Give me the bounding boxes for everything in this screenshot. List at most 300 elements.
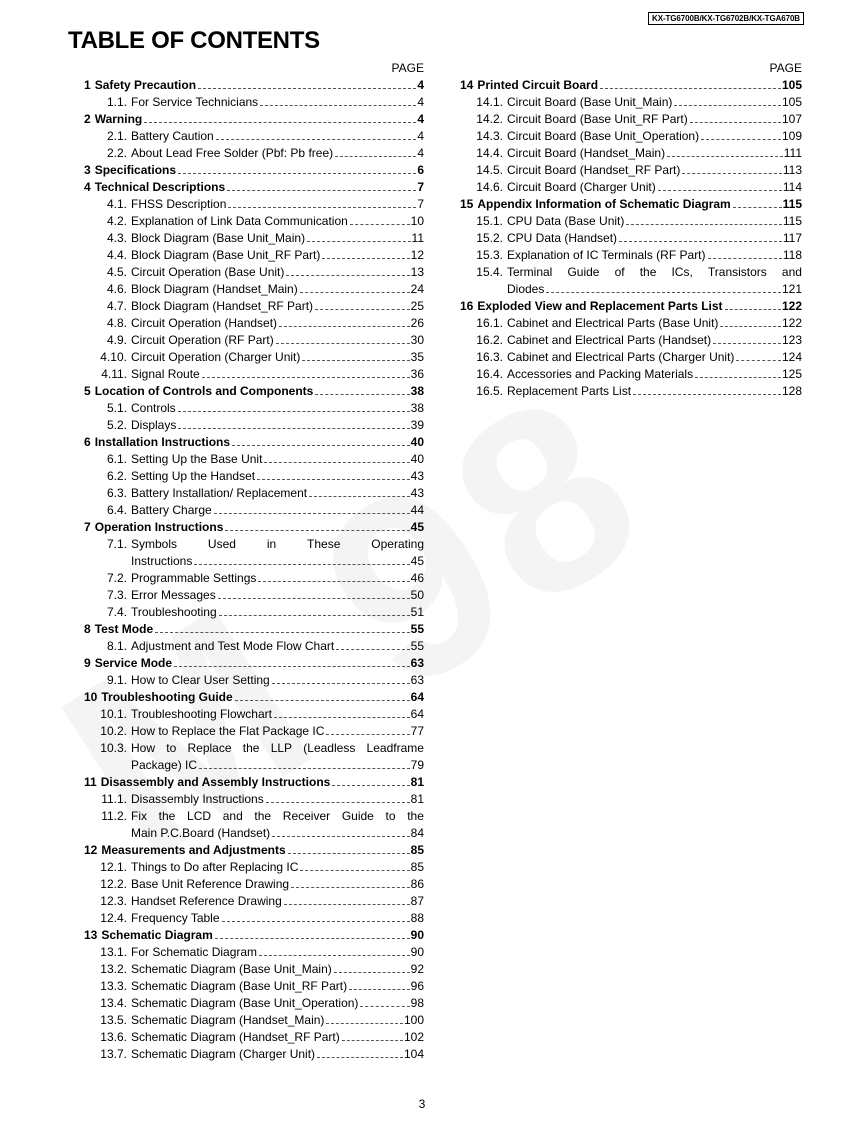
toc-subsection[interactable] [454, 111, 802, 128]
toc-subsection[interactable] [78, 502, 424, 519]
toc-subsection[interactable] [78, 451, 424, 468]
dot-leader [222, 921, 410, 922]
toc-subsection[interactable] [78, 485, 424, 502]
subsection-number: 16.2. [476, 333, 503, 347]
subsection-number: 15.4. [476, 265, 503, 279]
toc-subsection[interactable] [78, 570, 424, 587]
toc-subsection[interactable] [78, 1012, 424, 1029]
subsection-title: Cabinet and Electrical Parts (Charger Unit) [507, 350, 735, 364]
subsection-page: 107 [781, 112, 802, 126]
dot-leader [225, 530, 409, 531]
dot-leader [334, 972, 410, 973]
subsection-title [131, 536, 424, 553]
title-word: Fix [131, 809, 147, 823]
subsection-title: Schematic Diagram (Handset_Main) [131, 1013, 325, 1027]
subsection-page: 109 [781, 129, 802, 143]
subsection-page: 118 [782, 248, 802, 262]
subsection-title: CPU Data (Base Unit) [507, 214, 625, 228]
subsection-page: 25 [410, 299, 424, 313]
subsection-title: Programmable Settings [131, 571, 257, 585]
subsection-number: 14.6. [476, 180, 503, 194]
section-number: 10 [84, 690, 98, 704]
subsection-title: Circuit Operation (Charger Unit) [131, 350, 301, 364]
subsection-page: 43 [410, 486, 424, 500]
subsection-number: 12.2. [100, 877, 127, 891]
dot-leader [307, 241, 410, 242]
toc-subsection[interactable] [454, 145, 802, 162]
section-page: 122 [781, 299, 802, 313]
dot-leader [232, 445, 410, 446]
subsection-number: 7.3. [106, 588, 127, 602]
subsection-page: 105 [781, 95, 802, 109]
toc-subsection[interactable] [78, 808, 424, 825]
dot-leader [667, 156, 783, 157]
toc-subsection[interactable] [454, 264, 802, 281]
subsection-page: 50 [410, 588, 424, 602]
subsection-number: 15.1. [476, 214, 503, 228]
toc-subsection[interactable] [78, 536, 424, 553]
section-page: 4 [417, 78, 424, 92]
dot-leader [682, 173, 781, 174]
subsection-number: 15.3. [476, 248, 503, 262]
toc-subsection[interactable] [454, 349, 802, 366]
toc-subsection-continued[interactable] [78, 553, 424, 570]
subsection-page: 85 [410, 860, 424, 874]
subsection-number: 5.2. [106, 418, 127, 432]
subsection-title: CPU Data (Handset) [507, 231, 618, 245]
subsection-number: 4.5. [106, 265, 127, 279]
toc-subsection-continued[interactable] [454, 281, 802, 298]
subsection-number: 16.1. [476, 316, 503, 330]
toc-section[interactable] [78, 655, 424, 672]
subsection-title-continued: Instructions [131, 554, 193, 568]
subsection-number: 10.3. [100, 741, 127, 755]
dot-leader [658, 190, 782, 191]
subsection-title: Displays [131, 418, 177, 432]
title-word: LLP [270, 741, 293, 755]
subsection-number: 7.1. [106, 537, 127, 551]
subsection-page: 114 [782, 180, 802, 194]
toc-subsection[interactable] [78, 859, 424, 876]
subsection-number: 4.11. [101, 367, 127, 381]
dot-leader [288, 853, 410, 854]
subsection-title: Setting Up the Base Unit [131, 452, 263, 466]
subsection-page: 38 [410, 401, 424, 415]
subsection-page: 84 [410, 826, 424, 840]
toc-subsection[interactable] [78, 417, 424, 434]
subsection-title [131, 808, 424, 825]
dot-leader [546, 292, 781, 293]
title-word: the [407, 809, 424, 823]
subsection-number: 4.3. [106, 231, 127, 245]
subsection-page: 79 [410, 758, 424, 772]
subsection-title: Schematic Diagram (Base Unit_Main) [131, 962, 332, 976]
title-word: in [266, 537, 277, 551]
dot-leader [720, 326, 781, 327]
subsection-title: Explanation of Link Data Communication [131, 214, 348, 228]
dot-leader [284, 904, 410, 905]
subsection-page: 124 [781, 350, 802, 364]
toc-left-column [78, 60, 424, 1063]
subsection-page: 104 [403, 1047, 424, 1061]
subsection-page: 115 [782, 214, 802, 228]
subsection-title: Handset Reference Drawing [131, 894, 282, 908]
dot-leader [315, 309, 410, 310]
model-numbers: KX-TG6700B/KX-TG6702B/KX-TGA670B [648, 12, 804, 25]
toc-subsection[interactable] [78, 264, 424, 281]
toc-subsection-continued[interactable] [78, 825, 424, 842]
title-word: the [639, 265, 657, 279]
subsection-page: 64 [410, 707, 424, 721]
section-title: Warning [94, 112, 143, 126]
subsection-page: 117 [782, 231, 802, 245]
toc-subsection[interactable] [78, 468, 424, 485]
toc-subsection[interactable] [78, 672, 424, 689]
subsection-number: 2.2. [106, 146, 127, 160]
toc-subsection[interactable] [78, 128, 424, 145]
toc-subsection[interactable] [78, 944, 424, 961]
dot-leader [218, 598, 410, 599]
subsection-title: Things to Do after Replacing IC [131, 860, 299, 874]
subsection-page: 11 [411, 231, 424, 245]
dot-leader [215, 938, 410, 939]
subsection-number: 10.2. [100, 724, 127, 738]
toc-subsection[interactable] [454, 128, 802, 145]
subsection-title-continued: Diodes [507, 282, 545, 296]
subsection-page: 113 [782, 163, 802, 177]
section-page: 90 [410, 928, 424, 942]
section-number: 7 [84, 520, 91, 534]
toc-section[interactable] [78, 621, 424, 638]
subsection-page: 12 [410, 248, 424, 262]
toc-section[interactable] [78, 383, 424, 400]
toc-subsection[interactable] [78, 281, 424, 298]
subsection-page: 100 [403, 1013, 424, 1027]
subsection-title: Circuit Operation (Handset) [131, 316, 278, 330]
section-page: 64 [410, 690, 424, 704]
toc-subsection[interactable] [78, 723, 424, 740]
dot-leader [708, 258, 782, 259]
toc-subsection[interactable] [78, 1029, 424, 1046]
subsection-page: 96 [410, 979, 424, 993]
subsection-page: 24 [410, 282, 424, 296]
dot-leader [260, 105, 416, 106]
toc-section[interactable] [454, 298, 802, 315]
section-number: 12 [84, 843, 98, 857]
title-word: and [222, 809, 243, 823]
title-word: and [781, 265, 802, 279]
section-number: 5 [84, 384, 91, 398]
dot-leader [276, 343, 410, 344]
subsection-title: Battery Caution [131, 129, 214, 143]
subsection-title: Signal Route [131, 367, 200, 381]
toc-section[interactable] [78, 519, 424, 536]
toc-subsection[interactable] [78, 893, 424, 910]
subsection-page: 46 [410, 571, 424, 585]
subsection-title: Setting Up the Handset [131, 469, 256, 483]
subsection-number: 4.10. [100, 350, 127, 364]
subsection-title: Block Diagram (Base Unit_RF Part) [131, 248, 321, 262]
toc-subsection[interactable] [78, 604, 424, 621]
subsection-title: Cabinet and Electrical Parts (Base Unit) [507, 316, 719, 330]
section-page: 55 [410, 622, 424, 636]
toc-subsection[interactable] [454, 179, 802, 196]
section-page: 105 [781, 78, 802, 92]
section-title: Printed Circuit Board [477, 78, 599, 92]
subsection-page: 7 [417, 197, 424, 211]
dot-leader [274, 717, 410, 718]
subsection-title: Circuit Board (Base Unit_RF Part) [507, 112, 688, 126]
subsection-title-continued: Main P.C.Board (Handset) [131, 826, 271, 840]
subsection-title: Troubleshooting [131, 605, 217, 619]
toc-subsection[interactable] [78, 587, 424, 604]
toc-subsection[interactable] [78, 638, 424, 655]
dot-leader [264, 462, 409, 463]
subsection-title: Circuit Board (Charger Unit) [507, 180, 656, 194]
subsection-number: 6.2. [106, 469, 127, 483]
section-page: 63 [410, 656, 424, 670]
title-word: the [254, 809, 272, 823]
toc-subsection[interactable] [78, 400, 424, 417]
subsection-title: Schematic Diagram (Base Unit_Operation) [131, 996, 359, 1010]
section-number: 13 [84, 928, 98, 942]
toc-subsection[interactable] [78, 332, 424, 349]
toc-section[interactable] [78, 689, 424, 706]
subsection-title: Schematic Diagram (Handset_RF Part) [131, 1030, 340, 1044]
subsection-number: 4.1. [106, 197, 127, 211]
dot-leader [332, 785, 409, 786]
subsection-number: 1.1. [106, 95, 127, 109]
section-page: 4 [417, 112, 424, 126]
toc-subsection[interactable] [78, 145, 424, 162]
title-word: ICs, [671, 265, 693, 279]
toc-section[interactable] [454, 77, 802, 94]
toc-subsection[interactable] [454, 366, 802, 383]
dot-leader [235, 700, 410, 701]
page-title: TABLE OF CONTENTS [68, 27, 320, 54]
subsection-number: 11.2. [101, 809, 127, 823]
toc-subsection[interactable] [78, 995, 424, 1012]
title-word: These [307, 537, 341, 551]
subsection-number: 4.7. [106, 299, 127, 313]
subsection-number: 16.3. [476, 350, 503, 364]
toc-section[interactable] [78, 162, 424, 179]
toc-subsection[interactable] [454, 94, 802, 111]
toc-subsection[interactable] [454, 230, 802, 247]
toc-subsection[interactable] [78, 247, 424, 264]
title-word: Operating [371, 537, 424, 551]
subsection-page: 111 [783, 146, 802, 160]
subsection-page: 45 [410, 554, 424, 568]
section-number: 8 [84, 622, 91, 636]
subsection-title: Circuit Board (Base Unit_Operation) [507, 129, 700, 143]
dot-leader [626, 224, 781, 225]
toc-section[interactable] [454, 196, 802, 213]
subsection-page: 4 [417, 95, 424, 109]
section-page: 40 [410, 435, 424, 449]
toc-subsection-continued[interactable] [78, 757, 424, 774]
toc-section[interactable] [78, 434, 424, 451]
dot-leader [259, 955, 410, 956]
subsection-title: How to Replace the Flat Package IC [131, 724, 325, 738]
toc-subsection[interactable] [78, 740, 424, 757]
toc-subsection[interactable] [78, 315, 424, 332]
toc-subsection[interactable] [454, 162, 802, 179]
section-number: 2 [84, 112, 91, 126]
subsection-title: Cabinet and Electrical Parts (Handset) [507, 333, 712, 347]
toc-subsection[interactable] [454, 315, 802, 332]
section-title: Specifications [94, 163, 177, 177]
dot-leader [266, 802, 410, 803]
title-word: Terminal [507, 265, 553, 279]
dot-leader [155, 632, 410, 633]
dot-leader [199, 768, 410, 769]
toc-subsection[interactable] [78, 94, 424, 111]
section-title: Location of Controls and Components [94, 384, 314, 398]
toc-subsection[interactable] [78, 706, 424, 723]
toc-subsection[interactable] [454, 247, 802, 264]
section-page: 7 [417, 180, 424, 194]
title-word: Leadframe [366, 741, 424, 755]
subsection-page: 125 [781, 367, 802, 381]
subsection-title: Error Messages [131, 588, 216, 602]
subsection-page: 51 [410, 605, 424, 619]
subsection-page: 123 [781, 333, 802, 347]
subsection-title: Battery Charge [131, 503, 212, 517]
subsection-page: 98 [410, 996, 424, 1010]
toc-subsection[interactable] [78, 230, 424, 247]
subsection-title: FHSS Description [131, 197, 227, 211]
subsection-number: 13.7. [100, 1047, 127, 1061]
dot-leader [674, 105, 781, 106]
toc-section[interactable] [78, 842, 424, 859]
subsection-page: 40 [410, 452, 424, 466]
subsection-page: 63 [410, 673, 424, 687]
dot-leader [302, 360, 409, 361]
subsection-page: 39 [410, 418, 424, 432]
subsection-page: 43 [410, 469, 424, 483]
page-column-header: PAGE [391, 61, 424, 75]
dot-leader [701, 139, 781, 140]
subsection-number: 5.1. [106, 401, 127, 415]
subsection-number: 14.2. [476, 112, 503, 126]
title-word: the [158, 809, 176, 823]
toc-subsection[interactable] [454, 213, 802, 230]
subsection-number: 4.6. [106, 282, 127, 296]
subsection-number: 16.5. [476, 384, 503, 398]
title-word: How [131, 741, 156, 755]
dot-leader [736, 360, 781, 361]
subsection-page: 128 [781, 384, 802, 398]
subsection-page: 81 [410, 792, 424, 806]
toc-subsection[interactable] [78, 978, 424, 995]
dot-leader [272, 683, 410, 684]
subsection-title: Accessories and Packing Materials [507, 367, 694, 381]
toc-subsection[interactable] [454, 383, 802, 400]
title-word: Symbols [131, 537, 178, 551]
dot-leader [309, 496, 410, 497]
subsection-number: 13.6. [100, 1030, 127, 1044]
toc-subsection[interactable] [78, 791, 424, 808]
section-number: 9 [84, 656, 91, 670]
toc-subsection[interactable] [78, 196, 424, 213]
dot-leader [178, 428, 409, 429]
subsection-number: 15.2. [476, 231, 503, 245]
toc-subsection[interactable] [78, 298, 424, 315]
toc-subsection[interactable] [78, 366, 424, 383]
dot-leader [733, 207, 782, 208]
subsection-number: 14.4. [476, 146, 503, 160]
title-word: Guide [567, 265, 600, 279]
toc-section[interactable] [78, 77, 424, 94]
subsection-page: 102 [403, 1030, 424, 1044]
subsection-number: 14.1. [476, 95, 503, 109]
subsection-number: 8.1. [106, 639, 127, 653]
dot-leader [198, 88, 416, 89]
subsection-title-continued: Package) IC [131, 758, 198, 772]
toc-subsection[interactable] [78, 213, 424, 230]
toc-subsection[interactable] [454, 332, 802, 349]
toc-subsection[interactable] [78, 961, 424, 978]
subsection-number: 16.4. [476, 367, 503, 381]
subsection-title: Explanation of IC Terminals (RF Part) [507, 248, 706, 262]
toc-subsection[interactable] [78, 876, 424, 893]
dot-leader [300, 870, 409, 871]
subsection-page: 77 [410, 724, 424, 738]
section-title: Troubleshooting Guide [101, 690, 233, 704]
section-number: 11 [84, 775, 97, 789]
section-title: Appendix Information of Schematic Diagram [477, 197, 731, 211]
toc-section[interactable] [78, 179, 424, 196]
section-title: Exploded View and Replacement Parts List [477, 299, 723, 313]
subsection-title: About Lead Free Solder (Pbf: Pb free) [131, 146, 334, 160]
subsection-number: 14.5. [476, 163, 503, 177]
toc-section[interactable] [78, 774, 424, 791]
subsection-number: 13.3. [100, 979, 127, 993]
section-title: Disassembly and Assembly Instructions [100, 775, 331, 789]
toc-section[interactable] [78, 111, 424, 128]
subsection-title: Troubleshooting Flowchart [131, 707, 272, 721]
section-number: 4 [84, 180, 91, 194]
subsection-title: Schematic Diagram (Charger Unit) [131, 1047, 316, 1061]
toc-subsection[interactable] [78, 349, 424, 366]
dot-leader [279, 326, 410, 327]
toc-subsection[interactable] [78, 910, 424, 927]
subsection-page: 121 [781, 282, 802, 296]
subsection-title: Block Diagram (Base Unit_Main) [131, 231, 306, 245]
dot-leader [228, 207, 416, 208]
subsection-number: 7.2. [106, 571, 127, 585]
title-word: to [166, 741, 177, 755]
subsection-page: 86 [410, 877, 424, 891]
dot-leader [725, 309, 781, 310]
subsection-title [507, 264, 802, 281]
dot-leader [214, 513, 410, 514]
dot-leader [178, 411, 410, 412]
toc-list-left [78, 77, 424, 1063]
toc-section[interactable] [78, 927, 424, 944]
toc-subsection[interactable] [78, 1046, 424, 1063]
dot-leader [619, 241, 782, 242]
subsection-page: 4 [417, 129, 424, 143]
dot-leader [695, 377, 781, 378]
dot-leader [350, 224, 410, 225]
dot-leader [178, 173, 416, 174]
subsection-number: 9.1. [106, 673, 127, 687]
subsection-number: 2.1. [106, 129, 127, 143]
subsection-page: 36 [410, 367, 424, 381]
section-number: 15 [460, 197, 474, 211]
